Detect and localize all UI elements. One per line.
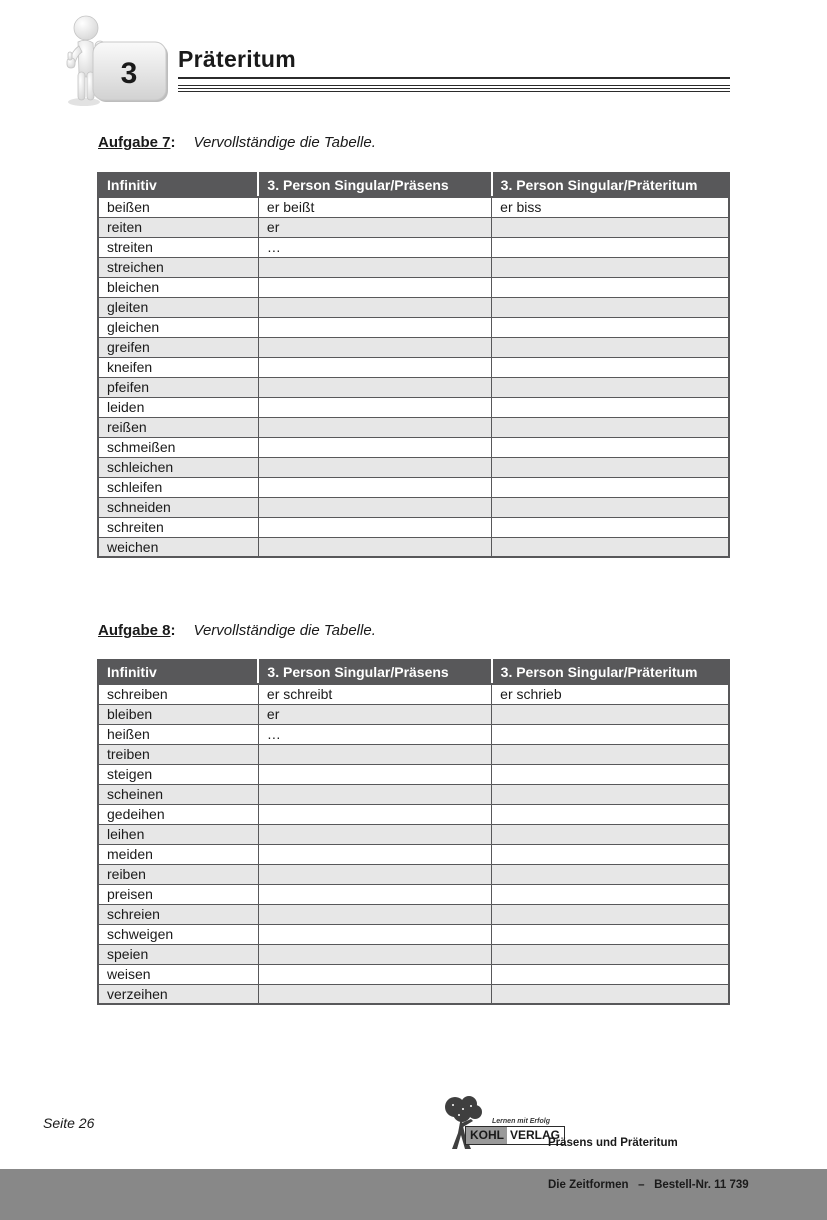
page-title: Präteritum [178,46,730,79]
praeteritum-cell [492,377,729,397]
publisher-name-verlag: VERLAG [507,1127,564,1144]
praeteritum-cell [492,297,729,317]
infinitive-cell: heißen [98,724,258,744]
table-row [98,237,729,257]
infinitive-cell: scheinen [98,784,258,804]
infinitive-cell: weisen [98,964,258,984]
praesens-cell [258,904,491,924]
praeteritum-cell [492,257,729,277]
praeteritum-cell [492,397,729,417]
praeteritum-cell [492,497,729,517]
praeteritum-cell [492,984,729,1004]
praesens-cell [258,744,491,764]
praesens-cell [258,537,491,557]
praesens-cell [258,417,491,437]
publisher-name-kohl: KOHL [466,1127,507,1144]
infinitive-cell: gedeihen [98,804,258,824]
column-header-infinitiv: Infinitiv [98,173,258,197]
publisher-logo [441,1095,561,1151]
praesens-cell [258,477,491,497]
task7-instruction: Vervollständige die Tabelle. [193,134,376,151]
infinitive-cell: schneiden [98,497,258,517]
table-row [98,437,729,457]
infinitive-cell: gleiten [98,297,258,317]
praeteritum-cell [492,824,729,844]
infinitive-cell: weichen [98,537,258,557]
table-row [98,417,729,437]
infinitive-cell: kneifen [98,357,258,377]
table-row [98,357,729,377]
praesens-cell [258,357,491,377]
praeteritum-cell [492,537,729,557]
infinitive-cell: leihen [98,824,258,844]
page-number: Seite 26 [43,1115,95,1131]
praeteritum-cell: er biss [492,197,729,217]
table-row [98,804,729,824]
table-row [98,784,729,804]
praeteritum-cell [492,944,729,964]
infinitive-cell: reiben [98,864,258,884]
table-row [98,297,729,317]
table-row [98,537,729,557]
infinitive-cell: preisen [98,884,258,904]
praeteritum-cell [492,704,729,724]
praeteritum-cell [492,924,729,944]
praesens-cell [258,984,491,1004]
column-header-praeteritum: 3. Person Singular/Präteritum [492,660,729,684]
chapter-figure-icon [60,14,172,108]
table-row [98,397,729,417]
table-row [98,964,729,984]
table-row [98,257,729,277]
table-row [98,904,729,924]
table-row [98,924,729,944]
infinitive-cell: streiten [98,237,258,257]
infinitive-cell: streichen [98,257,258,277]
praesens-cell: er schreibt [258,684,491,704]
infinitive-cell: schreiten [98,517,258,537]
infinitive-cell: speien [98,944,258,964]
praeteritum-cell: er schrieb [492,684,729,704]
praeteritum-cell [492,477,729,497]
infinitive-cell: beißen [98,197,258,217]
infinitive-cell: reißen [98,417,258,437]
praesens-cell: er [258,217,491,237]
infinitive-cell: bleiben [98,704,258,724]
table-row [98,217,729,237]
column-header-praesens: 3. Person Singular/Präsens [258,173,491,197]
praeteritum-cell [492,764,729,784]
table-row [98,457,729,477]
praesens-cell [258,497,491,517]
infinitive-cell: schweigen [98,924,258,944]
chapter-number: 3 [120,57,138,90]
praesens-cell: er beißt [258,197,491,217]
praesens-cell [258,964,491,984]
column-header-praeteritum: 3. Person Singular/Präteritum [492,173,729,197]
praesens-cell [258,924,491,944]
infinitive-cell: meiden [98,844,258,864]
task8-heading [98,622,376,639]
task8-colon: : [170,622,176,639]
infinitive-cell: schleifen [98,477,258,497]
page-header [178,46,730,94]
table-row [98,277,729,297]
column-header-praesens: 3. Person Singular/Präsens [258,660,491,684]
praeteritum-cell [492,804,729,824]
task8-label: Aufgabe 8 [98,622,171,639]
verb-table-task7 [97,172,730,558]
praesens-cell [258,297,491,317]
praeteritum-cell [492,417,729,437]
praesens-cell [258,377,491,397]
table-row [98,704,729,724]
praesens-cell [258,804,491,824]
praesens-cell [258,784,491,804]
title-rule-lines [178,85,730,92]
table-row [98,317,729,337]
praeteritum-cell [492,217,729,237]
table-row [98,944,729,964]
praesens-cell [258,944,491,964]
task7-heading [98,134,376,151]
chapter-number-card [93,42,168,102]
table-row [98,984,729,1004]
table-row [98,477,729,497]
praesens-cell [258,277,491,297]
praeteritum-cell [492,744,729,764]
praeteritum-cell [492,237,729,257]
series-title: Präsens und Präteritum [548,1137,678,1149]
table-row [98,517,729,537]
praesens-cell: … [258,724,491,744]
infinitive-cell: schleichen [98,457,258,477]
table-header-row [98,173,729,197]
publisher-tagline: Lernen mit Erfolg [492,1118,550,1125]
praesens-cell [258,337,491,357]
task8-instruction: Vervollständige die Tabelle. [193,622,376,639]
table-row [98,724,729,744]
table-header-row [98,660,729,684]
column-header-infinitiv: Infinitiv [98,660,258,684]
praesens-cell [258,884,491,904]
infinitive-cell: verzeihen [98,984,258,1004]
table-row [98,497,729,517]
table-row [98,197,729,217]
praeteritum-cell [492,884,729,904]
table-row [98,744,729,764]
praeteritum-cell [492,724,729,744]
praeteritum-cell [492,904,729,924]
praeteritum-cell [492,337,729,357]
praesens-cell [258,437,491,457]
table-row [98,684,729,704]
praesens-cell [258,457,491,477]
table-row [98,377,729,397]
table-row [98,337,729,357]
infinitive-cell: schreiben [98,684,258,704]
praesens-cell: … [258,237,491,257]
table-row [98,864,729,884]
praeteritum-cell [492,317,729,337]
praesens-cell [258,864,491,884]
praeteritum-cell [492,457,729,477]
praeteritum-cell [492,437,729,457]
infinitive-cell: schmeißen [98,437,258,457]
infinitive-cell: reiten [98,217,258,237]
praeteritum-cell [492,357,729,377]
task7-colon: : [170,134,176,151]
table-row [98,884,729,904]
infinitive-cell: leiden [98,397,258,417]
task7-label: Aufgabe 7 [98,134,171,151]
infinitive-cell: gleichen [98,317,258,337]
praeteritum-cell [492,864,729,884]
infinitive-cell: schreien [98,904,258,924]
table-row [98,844,729,864]
infinitive-cell: treiben [98,744,258,764]
praesens-cell [258,257,491,277]
infinitive-cell: steigen [98,764,258,784]
praeteritum-cell [492,964,729,984]
praeteritum-cell [492,517,729,537]
praesens-cell: er [258,704,491,724]
praesens-cell [258,317,491,337]
praesens-cell [258,517,491,537]
table-row [98,764,729,784]
table-row [98,824,729,844]
infinitive-cell: pfeifen [98,377,258,397]
infinitive-cell: greifen [98,337,258,357]
praesens-cell [258,764,491,784]
praeteritum-cell [492,277,729,297]
verb-table-task8 [97,659,730,1005]
series-order-number: Die Zeitformen – Bestell-Nr. 11 739 [548,1179,749,1191]
infinitive-cell: bleichen [98,277,258,297]
praeteritum-cell [492,844,729,864]
praesens-cell [258,397,491,417]
praesens-cell [258,844,491,864]
series-info [548,1108,749,1220]
praeteritum-cell [492,784,729,804]
praesens-cell [258,824,491,844]
